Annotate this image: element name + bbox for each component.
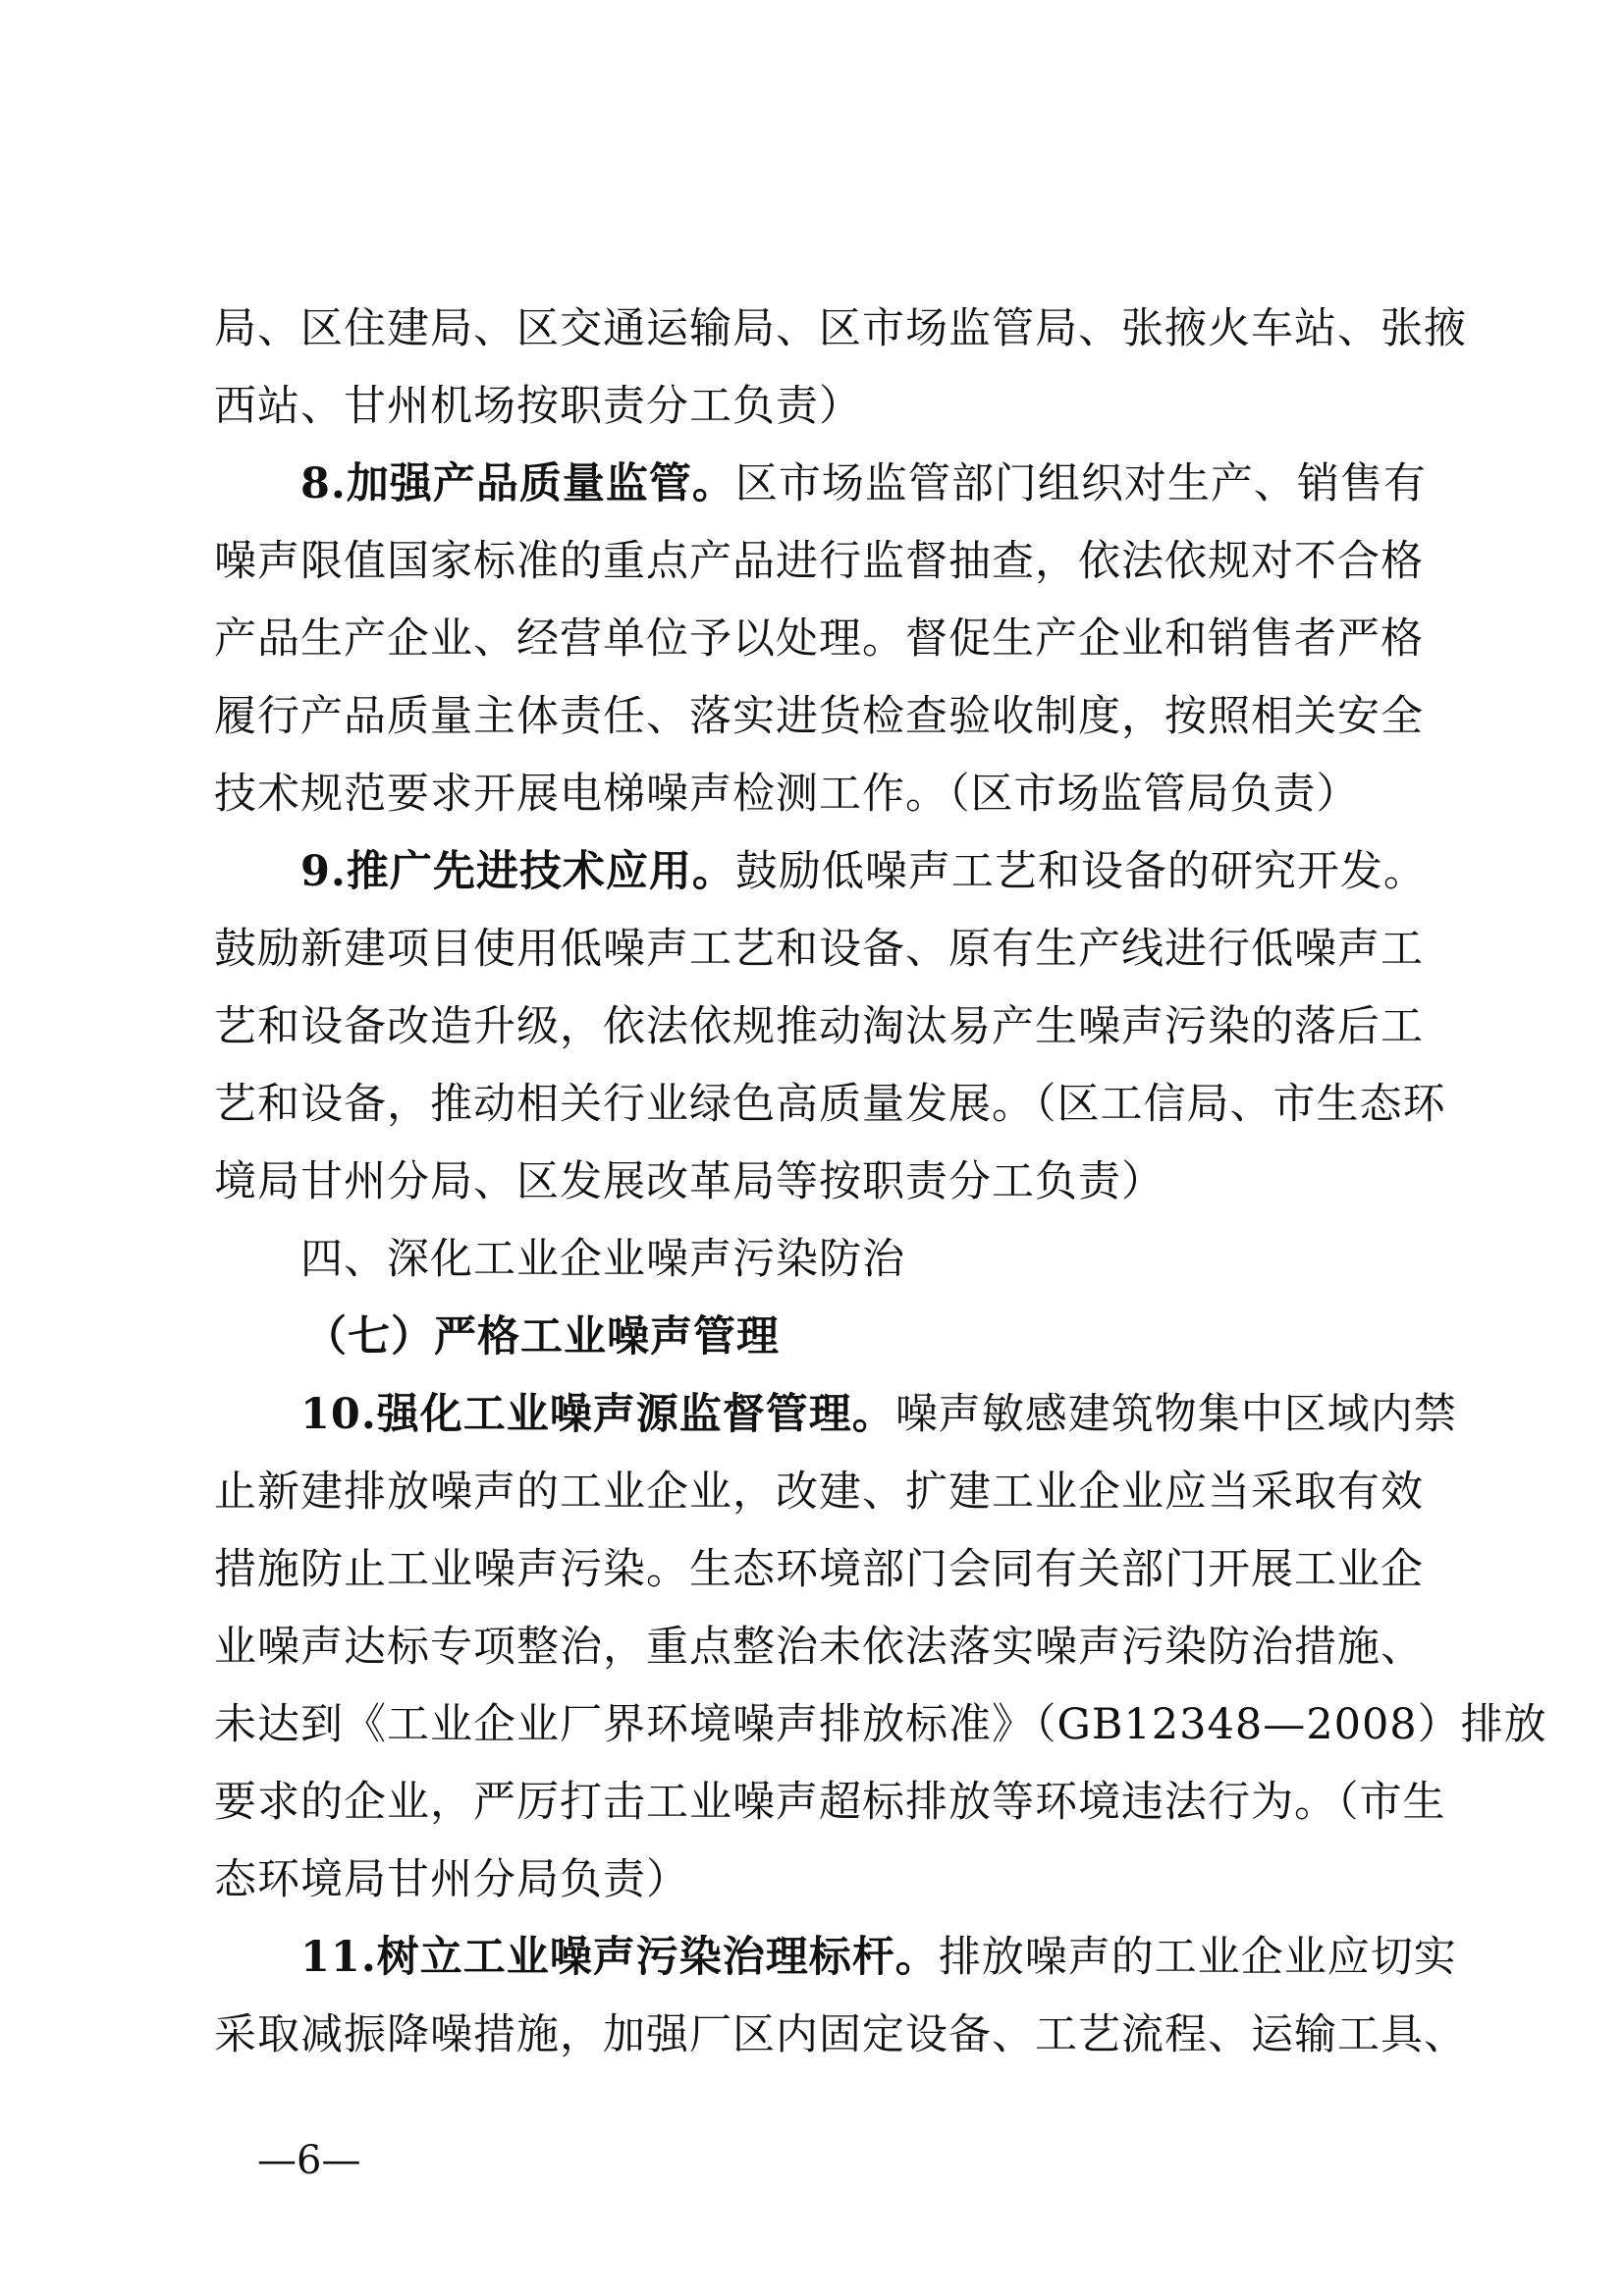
- text-span: 鼓励低噪声工艺和设备的研究开发。: [734, 847, 1427, 896]
- text-line: 噪声限值国家标准的重点产品进行监督抽查，依法依规对不合格: [214, 537, 1424, 586]
- item-11-title: 11.树立工业噪声污染治理标杆。: [300, 1933, 939, 1982]
- text-line: 履行产品质量主体责任、落实进货检查验收制度，按照相关安全: [214, 692, 1424, 741]
- text-line: 要求的企业，严厉打击工业噪声超标排放等环境违法行为。（市生: [214, 1778, 1446, 1827]
- text-line: 局、区住建局、区交通运输局、区市场监管局、张掖火车站、张掖: [214, 304, 1467, 353]
- text-span: 区市场监管部门组织对生产、销售有: [734, 459, 1427, 508]
- item-11-paragraph-start: [214, 1919, 1457, 1997]
- text-line: 止新建排放噪声的工业企业，改建、扩建工业企业应当采取有效: [214, 1468, 1424, 1517]
- text-span: 噪声敏感建筑物集中区域内禁: [894, 1390, 1457, 1439]
- subsection-7-heading: （七）严格工业噪声管理: [304, 1312, 780, 1362]
- item-10-title: 10.强化工业噪声源监督管理。: [300, 1390, 895, 1439]
- text-line: 技术规范要求开展电梯噪声检测工作。（区市场监管局负责）: [214, 770, 1360, 819]
- item-9-title: 9.推广先进技术应用。: [300, 847, 735, 896]
- text-line: 态环境局甘州分局负责）: [214, 1855, 689, 1904]
- text-span: 排放噪声的工业企业应切实: [938, 1933, 1457, 1982]
- document-body: [214, 291, 1547, 2074]
- text-line: 采取减振降噪措施，加强厂区内固定设备、工艺流程、运输工具、: [214, 2010, 1467, 2059]
- section-4-heading: 四、深化工业企业噪声污染防治: [300, 1235, 905, 1284]
- text-line: 鼓励新建项目使用低噪声工艺和设备、原有生产线进行低噪声工: [214, 925, 1424, 974]
- text-line: 西站、甘州机场按职责分工负责）: [214, 382, 862, 431]
- text-line: 措施防止工业噪声污染。生态环境部门会同有关部门开展工业企: [214, 1545, 1424, 1594]
- text-line: 产品生产企业、经营单位予以处理。督促生产企业和销售者严格: [214, 614, 1424, 664]
- text-line: 艺和设备改造升级，依法依规推动淘汰易产生噪声污染的落后工: [214, 1002, 1424, 1051]
- text-line: 业噪声达标专项整治，重点整治未依法落实噪声污染防治措施、: [214, 1623, 1424, 1672]
- item-10-paragraph-start: [214, 1376, 1457, 1454]
- item-9-paragraph-start: [214, 833, 1427, 911]
- text-line: 未达到《工业企业厂界环境噪声排放标准》（GB12348—2008）排放: [214, 1700, 1547, 1749]
- text-line: 境局甘州分局、区发展改革局等按职责分工负责）: [214, 1157, 1164, 1206]
- item-8-paragraph-start: [214, 446, 1427, 523]
- text-line: 艺和设备，推动相关行业绿色高质量发展。（区工信局、市生态环: [214, 1080, 1446, 1129]
- item-8-title: 8.加强产品质量监管。: [300, 459, 735, 508]
- page-number: —6—: [257, 2138, 361, 2183]
